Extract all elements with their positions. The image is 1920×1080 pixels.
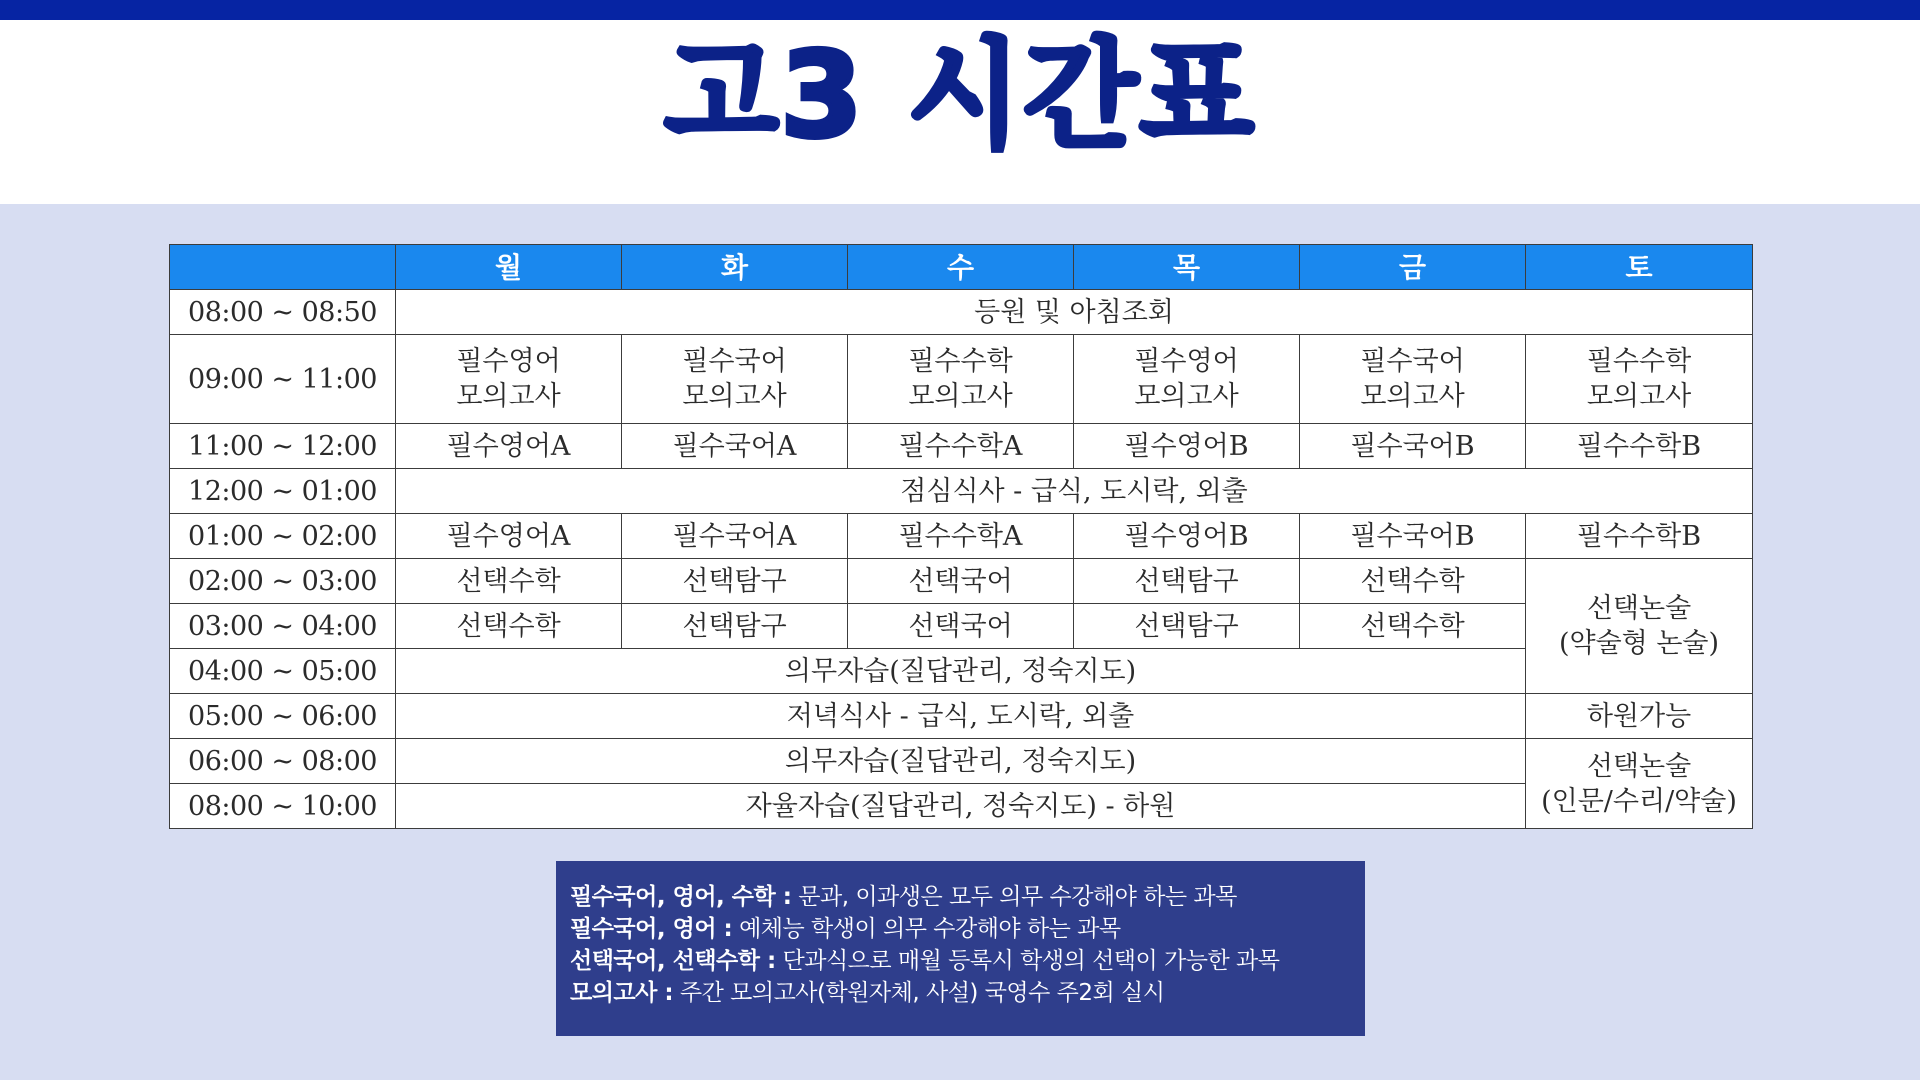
header-corner-cell (170, 245, 396, 290)
schedule-cell: 의무자습(질답관리, 정숙지도) (396, 649, 1526, 694)
schedule-cell: 점심식사 - 급식, 도시락, 외출 (396, 469, 1753, 514)
legend-line (570, 913, 1351, 945)
top-accent-bar (0, 0, 1920, 20)
schedule-cell: 필수영어A (396, 424, 622, 469)
schedule-cell: 필수수학B (1526, 424, 1753, 469)
page-title: 고3 시간표 (664, 26, 1256, 164)
header-day-mon: 월 (396, 245, 622, 290)
schedule-cell: 필수영어 모의고사 (396, 335, 622, 424)
schedule-cell: 필수수학A (848, 424, 1074, 469)
legend-description: 예체능 학생이 의무 수강해야 하는 과목 (732, 916, 1121, 942)
schedule-cell: 선택국어 (848, 559, 1074, 604)
table-row (170, 559, 1753, 604)
time-cell: 09:00 ~ 11:00 (170, 335, 396, 424)
schedule-cell: 선택수학 (396, 559, 622, 604)
header-day-wed: 수 (848, 245, 1074, 290)
table-row (170, 649, 1753, 694)
schedule-cell: 선택수학 (1300, 559, 1526, 604)
schedule-cell: 필수국어A (622, 424, 848, 469)
saturday-afternoon-cell: 선택논술 (약술형 논술) (1526, 559, 1753, 694)
legend-key: 필수국어, 영어 : (570, 916, 733, 942)
time-cell: 04:00 ~ 05:00 (170, 649, 396, 694)
legend-description: 주간 모의고사(학원자체, 사설) 국영수 주2회 실시 (673, 980, 1165, 1006)
schedule-cell: 필수영어 모의고사 (1074, 335, 1300, 424)
table-row (170, 739, 1753, 784)
legend-box (556, 861, 1365, 1036)
schedule-cell: 자율자습(질답관리, 정숙지도) - 하원 (396, 784, 1526, 829)
schedule-cell: 필수영어B (1074, 514, 1300, 559)
legend-description: 문과, 이과생은 모두 의무 수강해야 하는 과목 (791, 884, 1237, 910)
legend-key: 선택국어, 선택수학 : (570, 948, 776, 974)
schedule-cell: 필수국어B (1300, 514, 1526, 559)
schedule-cell: 필수국어 모의고사 (622, 335, 848, 424)
schedule-cell: 선택탐구 (1074, 559, 1300, 604)
time-cell: 01:00 ~ 02:00 (170, 514, 396, 559)
header-day-sat: 토 (1526, 245, 1753, 290)
schedule-cell: 등원 및 아침조회 (396, 290, 1753, 335)
time-cell: 12:00 ~ 01:00 (170, 469, 396, 514)
table-row (170, 424, 1753, 469)
time-cell: 06:00 ~ 08:00 (170, 739, 396, 784)
schedule-cell: 선택탐구 (1074, 604, 1300, 649)
table-row (170, 784, 1753, 829)
time-cell: 03:00 ~ 04:00 (170, 604, 396, 649)
legend-line (570, 945, 1351, 977)
schedule-cell: 필수수학 모의고사 (1526, 335, 1753, 424)
schedule-cell: 선택수학 (1300, 604, 1526, 649)
time-cell: 08:00 ~ 08:50 (170, 290, 396, 335)
header-day-tue: 화 (622, 245, 848, 290)
time-cell: 11:00 ~ 12:00 (170, 424, 396, 469)
schedule-cell: 필수수학A (848, 514, 1074, 559)
saturday-cell: 하원가능 (1526, 694, 1753, 739)
time-cell: 05:00 ~ 06:00 (170, 694, 396, 739)
schedule-cell: 필수국어B (1300, 424, 1526, 469)
schedule-cell: 저녁식사 - 급식, 도시락, 외출 (396, 694, 1526, 739)
table-row (170, 604, 1753, 649)
table-row (170, 335, 1753, 424)
header-day-fri: 금 (1300, 245, 1526, 290)
schedule-cell: 필수국어A (622, 514, 848, 559)
timetable (169, 244, 1753, 829)
time-cell: 02:00 ~ 03:00 (170, 559, 396, 604)
schedule-cell: 선택탐구 (622, 559, 848, 604)
schedule-cell: 선택수학 (396, 604, 622, 649)
legend-line (570, 881, 1351, 913)
table-row (170, 469, 1753, 514)
legend-key: 모의고사 : (570, 980, 674, 1006)
schedule-cell: 선택탐구 (622, 604, 848, 649)
schedule-cell: 선택국어 (848, 604, 1074, 649)
table-row (170, 290, 1753, 335)
schedule-cell: 필수영어B (1074, 424, 1300, 469)
legend-line (570, 977, 1351, 1009)
schedule-cell: 필수국어 모의고사 (1300, 335, 1526, 424)
schedule-cell: 필수수학B (1526, 514, 1753, 559)
table-row (170, 514, 1753, 559)
schedule-cell: 필수수학 모의고사 (848, 335, 1074, 424)
header-day-thu: 목 (1074, 245, 1300, 290)
table-row (170, 694, 1753, 739)
legend-key: 필수국어, 영어, 수학 : (570, 884, 792, 910)
schedule-cell: 필수영어A (396, 514, 622, 559)
header-row (170, 245, 1753, 290)
time-cell: 08:00 ~ 10:00 (170, 784, 396, 829)
schedule-cell: 의무자습(질답관리, 정숙지도) (396, 739, 1526, 784)
saturday-evening-cell: 선택논술 (인문/수리/약술) (1526, 739, 1753, 829)
legend-description: 단과식으로 매월 등록시 학생의 선택이 가능한 과목 (775, 948, 1280, 974)
